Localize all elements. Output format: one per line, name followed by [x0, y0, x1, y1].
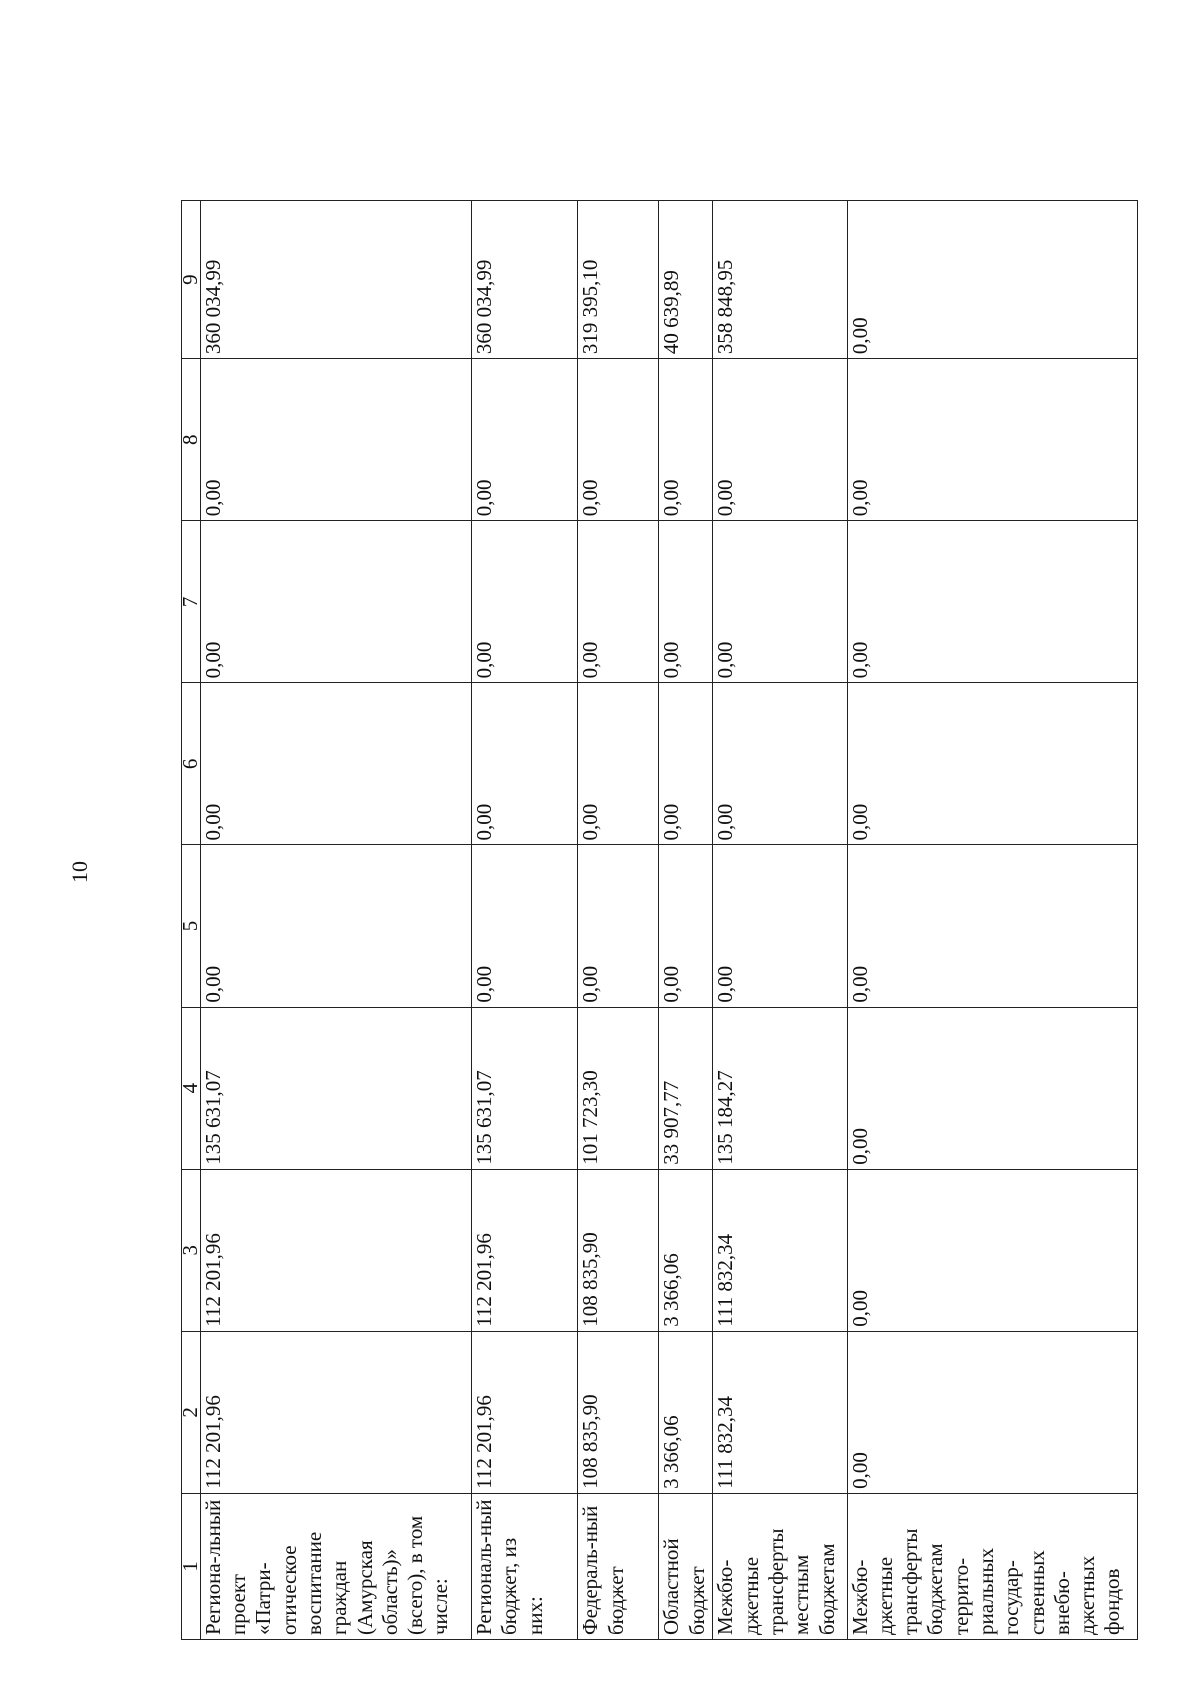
table-cell: 358 848,95 [713, 201, 847, 359]
budget-table [178, 200, 1138, 1640]
table-cell: 0,00 [713, 683, 847, 845]
table-header-row [182, 201, 201, 1640]
table-cell: 135 631,07 [200, 1007, 471, 1169]
table-cell: 0,00 [847, 1331, 1137, 1493]
table-cell: 0,00 [847, 201, 1137, 359]
table-cell: 0,00 [847, 1169, 1137, 1331]
table-cell: 0,00 [713, 845, 847, 1007]
table-cell: 0,00 [847, 359, 1137, 521]
column-number: 3 [182, 1169, 201, 1331]
table-row [847, 201, 1137, 1640]
table-cell: 112 201,96 [200, 1331, 471, 1493]
table-cell: 112 201,96 [472, 1169, 578, 1331]
rotated-table-wrapper [178, 200, 1138, 1640]
table-cell: 0,00 [713, 359, 847, 521]
table-cell: 0,00 [713, 521, 847, 683]
column-number: 4 [182, 1007, 201, 1169]
table-cell: 0,00 [472, 521, 578, 683]
table-cell: 3 366,06 [659, 1331, 713, 1493]
table-cell: 111 832,34 [713, 1331, 847, 1493]
table-cell: 0,00 [847, 521, 1137, 683]
table-cell: 112 201,96 [200, 1169, 471, 1331]
table-cell: 360 034,99 [472, 201, 578, 359]
table-cell: 0,00 [578, 521, 659, 683]
table-cell: 0,00 [847, 1007, 1137, 1169]
table-row [659, 201, 713, 1640]
table-cell: 40 639,89 [659, 201, 713, 359]
table-cell: 0,00 [200, 359, 471, 521]
column-number: 6 [182, 683, 201, 845]
table-cell: 0,00 [659, 845, 713, 1007]
row-label: Регионa-льный проект «Патри-отическое воспитание граждан (Амурская область)» (всего), в том числе: [200, 1493, 471, 1639]
table-cell: 0,00 [578, 359, 659, 521]
table-cell: 360 034,99 [200, 201, 471, 359]
row-label: Федераль-ный бюджет [578, 1493, 659, 1639]
table-cell: 108 835,90 [578, 1169, 659, 1331]
table-cell: 319 395,10 [578, 201, 659, 359]
table-cell: 111 832,34 [713, 1169, 847, 1331]
table-cell: 101 723,30 [578, 1007, 659, 1169]
page-number: 10 [67, 861, 92, 883]
table-row [200, 201, 471, 1640]
table-row [713, 201, 847, 1640]
table-row [578, 201, 659, 1640]
table-cell: 0,00 [472, 845, 578, 1007]
column-number: 1 [182, 1493, 201, 1639]
table-cell: 0,00 [200, 521, 471, 683]
table-cell: 0,00 [659, 521, 713, 683]
table-cell: 0,00 [472, 683, 578, 845]
row-label: Межбю-джетные трансферты бюджетам террито-риальных государ-ственных внебю-джетных фондов [847, 1493, 1137, 1639]
table-cell: 0,00 [659, 359, 713, 521]
table-cell: 108 835,90 [578, 1331, 659, 1493]
table-cell: 135 184,27 [713, 1007, 847, 1169]
row-label: Областной бюджет [659, 1493, 713, 1639]
column-number: 8 [182, 359, 201, 521]
table-cell: 0,00 [578, 683, 659, 845]
table-cell: 0,00 [659, 683, 713, 845]
table-row [472, 201, 578, 1640]
table-cell: 0,00 [578, 845, 659, 1007]
table-cell: 112 201,96 [472, 1331, 578, 1493]
table-cell: 0,00 [847, 683, 1137, 845]
column-number: 2 [182, 1331, 201, 1493]
table-cell: 3 366,06 [659, 1169, 713, 1331]
table-cell: 0,00 [200, 683, 471, 845]
table-cell: 0,00 [472, 359, 578, 521]
table-cell: 135 631,07 [472, 1007, 578, 1169]
row-label: Региональ-ный бюджет, из них: [472, 1493, 578, 1639]
table-cell: 0,00 [847, 845, 1137, 1007]
column-number: 7 [182, 521, 201, 683]
table-cell: 33 907,77 [659, 1007, 713, 1169]
row-label: Межбю-джетные трансферты местным бюджетам [713, 1493, 847, 1639]
column-number: 9 [182, 201, 201, 359]
column-number: 5 [182, 845, 201, 1007]
table-cell: 0,00 [200, 845, 471, 1007]
